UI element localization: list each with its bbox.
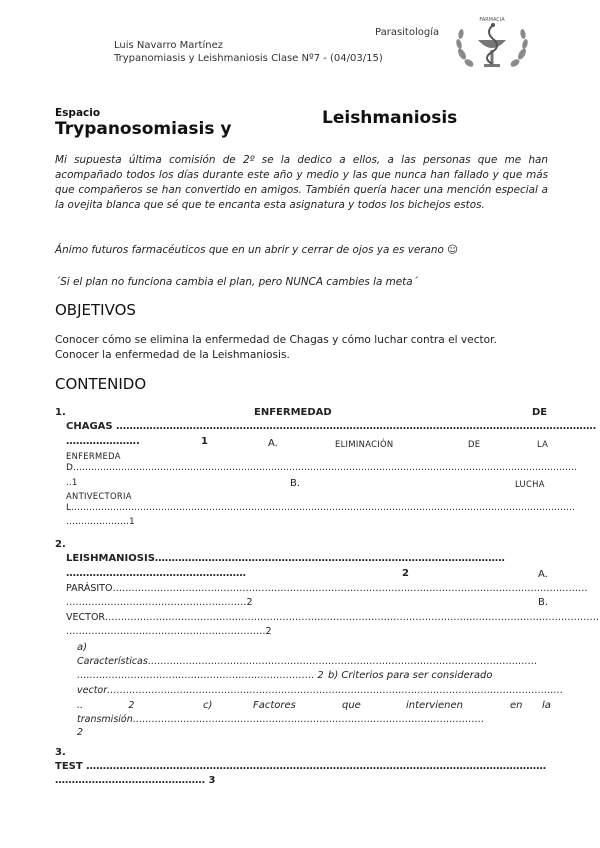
dedication-quote: ´Si el plan no funciona cambia el plan, pero NUNCA cambies la meta´: [55, 276, 418, 288]
logo-text: FARMACIA: [479, 17, 505, 23]
subject-label: Parasitología: [375, 27, 440, 38]
toc-2b-label: B.: [538, 597, 549, 608]
toc-2b-b-page: 2: [128, 700, 135, 711]
dedication-paragraph: Mi supuesta última comisión de 2º se la dedico a ellos, a las personas que me han acompañado todos los días durante este año y medio y las que nunca han fallado y que más que compañeros se han convertido en amigos. También quería hacer una mención especial a la ovejita blanca que sé que te encanta esta asignatura y todos los bichejos estos.: [55, 154, 548, 211]
espacio-label: Espacio: [55, 107, 101, 119]
bowl-of-hygieia-icon: [452, 14, 532, 76]
toc-2b-c-page: 2: [77, 727, 84, 738]
toc-2b-c-w5: la: [542, 700, 551, 711]
toc-2b-a-title: Características: [77, 656, 148, 667]
objetivo-1: Conocer cómo se elimina la enfermedad de Chagas y cómo luchar contra el vector.: [55, 334, 497, 346]
page-title: Trypanosomiasis y: [55, 119, 232, 139]
toc-3-title: TEST: [55, 761, 83, 772]
toc-1a-w5: D: [66, 463, 73, 473]
toc-2b-b-text: b) Criterios para ser considerado: [328, 670, 493, 681]
toc-1-title-b: DE: [532, 407, 548, 418]
objetivos-heading: OBJETIVOS: [55, 301, 136, 319]
objetivo-2: Conocer la enfermedad de la Leishmaniosis.: [55, 349, 290, 361]
toc-1b-w2: ANTIVECTORIA: [66, 491, 132, 501]
toc-2b-c-w2: que: [342, 700, 361, 711]
toc-1b-label: B.: [290, 478, 301, 489]
toc-1a-w4: ENFERMEDA: [66, 451, 121, 461]
toc-2b-c-w1: Factores: [253, 700, 296, 711]
toc-2b-c-w6: transmisión: [77, 714, 133, 725]
toc-1-page: 1: [201, 436, 208, 447]
author-name: Luis Navarro Martínez: [114, 40, 223, 51]
dedication-encouragement: Ánimo futuros farmacéuticos que en un abrir y cerrar de ojos ya es verano ☺: [55, 244, 459, 256]
toc-2b-page: 2: [265, 626, 272, 637]
toc-2b-c-label: c): [203, 700, 213, 711]
toc-1a-w1: ELIMINACIÓN: [335, 439, 394, 449]
toc-2b-title: VECTOR: [66, 612, 106, 623]
toc-2b-a-page: 2: [317, 670, 324, 681]
toc-1-title-c: CHAGAS: [66, 421, 113, 432]
toc-2-number: 2.: [55, 539, 66, 550]
toc-2b-b-title: vector: [77, 685, 108, 696]
toc-2a-label: A.: [538, 569, 548, 580]
toc-1b-page: 1: [129, 517, 135, 527]
toc-2a-page: 2: [246, 597, 253, 608]
class-line: Trypanomiasis y Leishmaniosis Clase Nº7 - (04/03/15): [114, 53, 383, 64]
contenido-heading: CONTENIDO: [55, 375, 147, 393]
toc-2-title: LEISHMANIOSIS: [66, 553, 155, 564]
toc-1a-w3: LA: [537, 439, 549, 449]
pharmacy-logo: [452, 14, 532, 76]
toc-3-number: 3.: [55, 747, 66, 758]
toc-1a-w2: DE: [468, 439, 481, 449]
toc-2a-title: PARÁSITO: [66, 583, 113, 594]
toc-1a-label: A.: [268, 438, 278, 449]
toc-1b-w1: LUCHA: [515, 479, 545, 489]
toc-1b-w3: L: [66, 503, 72, 513]
toc-2b-a-label: a): [77, 642, 88, 653]
toc-1a-page: 1: [71, 478, 78, 488]
toc-2b-c-w3: intervienen: [406, 700, 463, 711]
toc-2-page: 2: [402, 568, 409, 579]
toc-1-title-a: ENFERMEDAD: [254, 407, 332, 418]
toc-1-number: 1.: [55, 407, 66, 418]
toc-3-page: 3: [208, 775, 216, 786]
toc-2b-c-w4: en: [510, 700, 523, 711]
page-title-right: Leishmaniosis: [322, 108, 458, 128]
